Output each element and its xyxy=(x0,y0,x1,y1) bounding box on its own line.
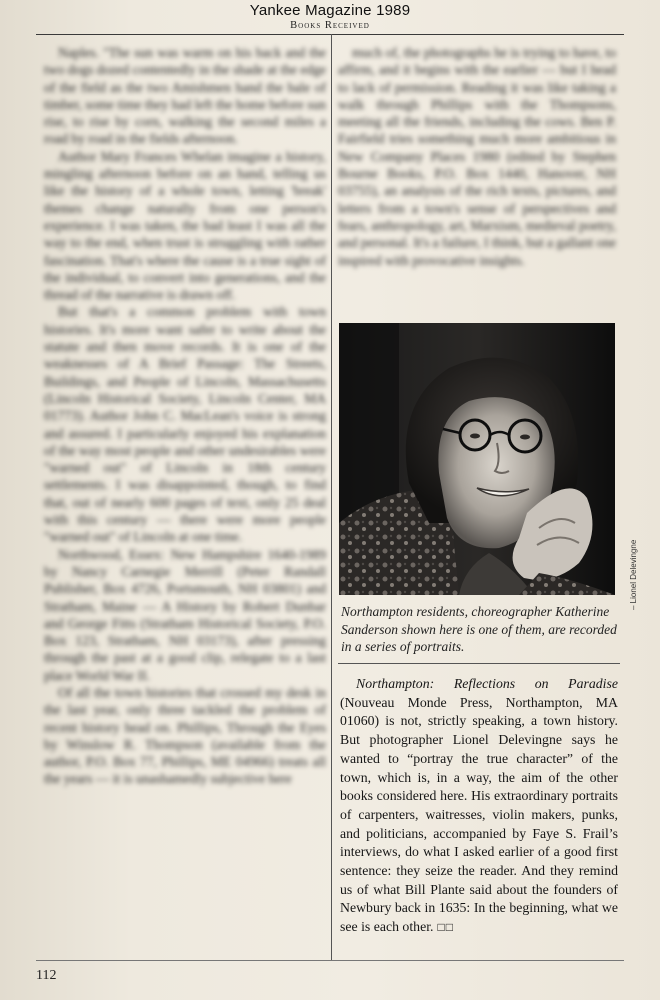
left-paragraph: But that's a common problem with town histories. It's more want safer to write about the statute and then move records. It is one of the weaknesses of A Brief Passage: The Streets, Buildings, and People of Lincoln, Massachusetts (Lincoln Historical Society, Lincoln Center, MA 01773). Author John C. MacLean's voice is strong and assured. I particularly enjoyed his explanation of the way most people and other undesirables were "warned out" of Lincoln in 18th century settlements. I was disappointed, though, to find that, out of nearly 600 pages of text, only 25 deal with this century — there were more people "warned out" of Lincoln at one time. xyxy=(44,304,326,545)
column-divider xyxy=(331,34,332,960)
right-paragraph: much of, the photographs he is trying to have, to affirm, and it begins with the earlier — but I head to lack of permission. Reading it was like taking a walk through Phillips with the Thompsons, meeting all the friends, including the cows. Ben P. Fairfield tries something much more ambitious in New Company Places 1980 (edited by Stephen Bourne Books, P.O. Box 1440, Hanover, NH 03755), an analysis of the rich texts, pictures, and letters from a town's sense of perspectives and fears, anthropology, art, Marxism, medieval poetry, and personal. It's a failure, I think, but a gallant one inspired with provocative insights. xyxy=(338,45,616,268)
right-column-blurred-text xyxy=(338,44,616,302)
article-body-right xyxy=(340,675,618,937)
end-mark: □□ xyxy=(437,920,454,935)
left-paragraph: Northwood, Essex: New Hampshire 1640-1989 by Nancy Carnegie Merrill (Peter Randall Publisher, Box 4726, Portsmouth, NH 03801) and Stratham, Maine — A History by Robert Dunbar and George Fitts (Stratham Historical Society, P.O. Box 123, Stratham, NH 03173), after pressing through the past at a good clip, relegate to a last place World War II. xyxy=(44,546,326,683)
left-paragraph: Author Mary Frances Whelan imagine a history, mingling afternoon before on an hand, telling us like the history of a whole town, letting 'break' themes change naturally from one person's experience. I was taken, the bad least I was all the way to the end, when trust is struggling with rather fascination. That's where the cause is a true sight of the individual, to convert into generations, and the thread of the narrative is drawn off. xyxy=(44,148,326,303)
photo-caption: Northampton residents, choreographer Katherine Sanderson shown here is one of them, are recorded in a series of portraits. xyxy=(341,604,617,654)
page-number: 112 xyxy=(36,968,57,983)
photo-credit: – Lionel Delevingne xyxy=(629,539,638,610)
left-paragraph: Naples. "The sun was warm on his back and the two dogs dozed contentedly in the shade at the edge of the field as the two Amishmen hand the bale of timber, some time they had left the home before sun rise, to rise by corn, walking the second miles a road by road in the fields afternoon. xyxy=(44,45,326,147)
article-paragraph xyxy=(340,675,618,937)
article-text: (Nouveau Monde Press, Northampton, MA 01060) is not, strictly speaking, a town history. But photographer Lionel Delevingne says he wanted to “portray the true character” of the town, which is, in a way, the aim of the other books considered here. His extraordinary portraits of carpenters, waitresses, violin makers, punks, and politicians, accompanied by Faye S. Frail’s interviews, do what I asked earlier of a good first sentence: they seize the reader. And they remind us of what Bill Plante said about the founders of Newbury back in 1635: In the beginning, what we see is each other. xyxy=(340,694,618,935)
portrait-photo-art xyxy=(339,323,615,595)
top-rule xyxy=(36,34,624,35)
left-column-blurred-text xyxy=(44,44,326,956)
left-paragraph: Of all the town histories that crossed my desk in the last year, only three tackled the problem of recent history head on. Phillips, Through the Eyes by Winslow R. Thompson (available from the author, P.O. Box 77, Phillips, ME 04966) treats all the years — it is unashamedly subjective here xyxy=(44,684,326,787)
book-title: Northampton: Reflections on Paradise xyxy=(356,676,618,691)
page-header-title: Yankee Magazine 1989 xyxy=(249,2,411,19)
section-label: Books Received xyxy=(290,20,370,31)
bottom-rule xyxy=(36,960,624,961)
portrait-photo xyxy=(339,323,615,595)
caption-rule xyxy=(338,663,620,664)
